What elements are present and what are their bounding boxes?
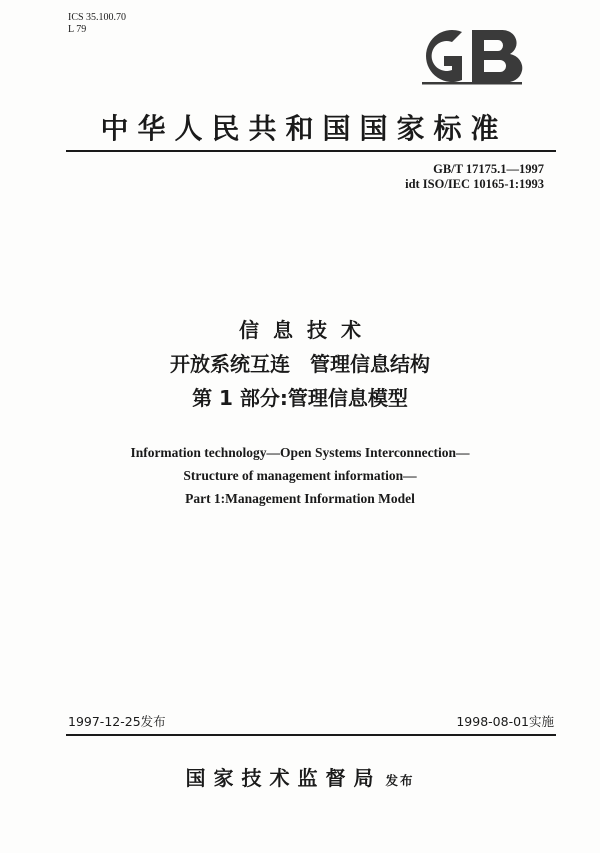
issuer-action: 发布 bbox=[385, 773, 415, 788]
implement-date: 1998-08-01实施 bbox=[456, 714, 554, 729]
gb-logo-b-shape bbox=[472, 30, 522, 82]
organization-title: 中华人民共和国国家标准 bbox=[100, 112, 508, 145]
chinese-title-line-3: 第 1 部分:管理信息模型 bbox=[192, 386, 408, 410]
bottom-divider bbox=[66, 734, 556, 736]
classification-codes bbox=[68, 12, 126, 36]
gb-logo-underline bbox=[422, 82, 522, 85]
standard-identifiers bbox=[405, 162, 544, 192]
top-divider bbox=[66, 150, 556, 152]
ics-code: ICS 35.100.70 bbox=[68, 12, 127, 23]
issuer-name: 国家技术监督局 bbox=[185, 766, 382, 790]
chinese-title bbox=[0, 313, 600, 415]
ccs-code: L 79 bbox=[68, 24, 87, 35]
english-title-line-2: Structure of management information— bbox=[183, 468, 417, 483]
english-title-line-1: Information technology—Open Systems Interconnection— bbox=[130, 445, 470, 460]
english-title-line-3: Part 1:Management Information Model bbox=[185, 491, 415, 506]
gb-logo-icon bbox=[410, 22, 530, 90]
standard-number: GB/T 17175.1—1997 bbox=[433, 162, 544, 176]
gb-logo-g-shape bbox=[426, 30, 462, 82]
english-title bbox=[0, 441, 600, 510]
issuer bbox=[0, 762, 600, 791]
chinese-title-line-2: 开放系统互连 管理信息结构 bbox=[170, 352, 430, 376]
equivalent-standard: idt ISO/IEC 10165-1:1993 bbox=[405, 177, 544, 191]
chinese-title-line-1: 信息技术 bbox=[239, 318, 375, 342]
issue-date: 1997-12-25发布 bbox=[68, 714, 166, 729]
